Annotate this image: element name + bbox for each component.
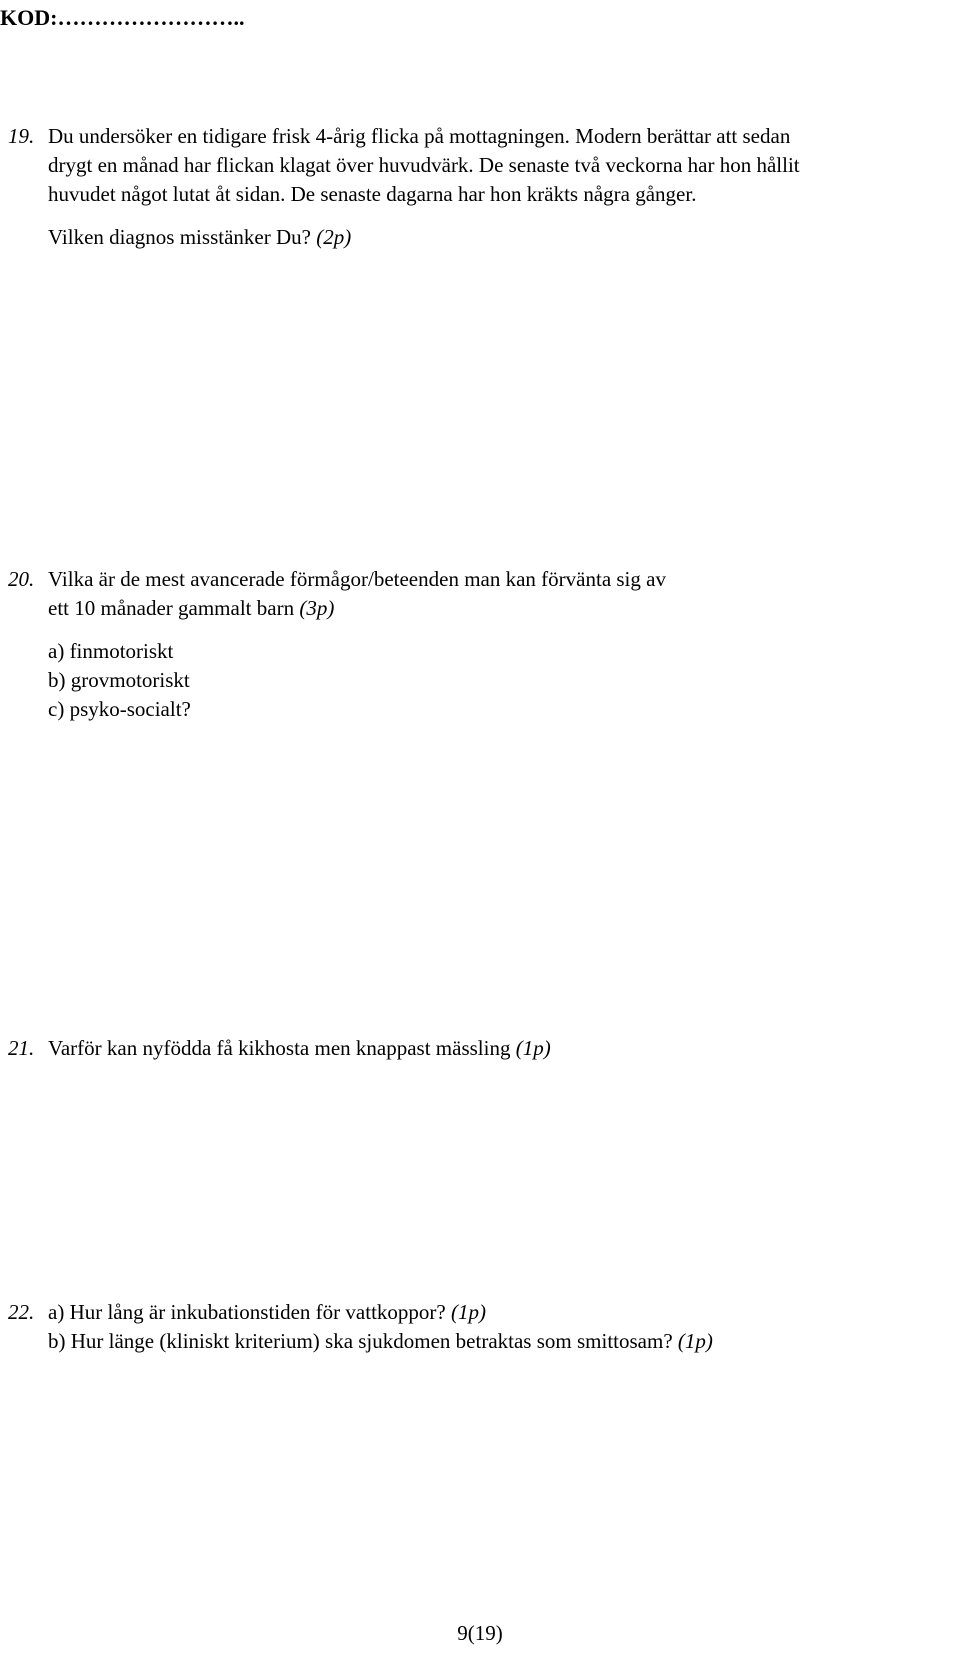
question-number: 21. — [8, 1036, 35, 1060]
points-label: (1p) — [677, 1329, 713, 1353]
points-label: (3p) — [299, 596, 335, 620]
sub-question-text: a) Hur lång är inkubationstiden för vattkoppor? — [48, 1300, 446, 1324]
question-text: Varför kan nyfödda få kikhosta men knappast mässling — [48, 1036, 511, 1060]
question-20 — [0, 565, 666, 724]
prompt-text: Vilken diagnos misstänker Du? — [48, 225, 311, 249]
list-item: c) psyko-socialt? — [48, 697, 191, 721]
question-text-line — [0, 594, 666, 623]
question-text-line: drygt en månad har flickan klagat över huvudvärk. De senaste två veckorna har hon hållit — [48, 153, 800, 177]
points-label: (1p) — [515, 1036, 551, 1060]
list-item: b) grovmotoriskt — [48, 668, 190, 692]
points-label: (1p) — [450, 1300, 486, 1324]
page-number: 9(19) — [457, 1621, 503, 1645]
points-label: (2p) — [316, 225, 352, 249]
question-text: ett 10 månader gammalt barn — [48, 596, 295, 620]
question-text-line: Du undersöker en tidigare frisk 4-årig flicka på mottagningen. Modern berättar att sedan — [48, 124, 791, 148]
list-item: a) finmotoriskt — [48, 639, 174, 663]
question-number: 19. — [8, 124, 35, 148]
sub-question-text: b) Hur länge (kliniskt kriterium) ska sjukdomen betraktas som smittosam? — [48, 1329, 673, 1353]
question-text-line: Vilka är de mest avancerade förmågor/beteenden man kan förvänta sig av — [48, 567, 666, 591]
question-number: 20. — [8, 567, 35, 591]
sub-question-line — [0, 1327, 713, 1356]
question-text-line: huvudet något lutat åt sidan. De senaste dagarna har hon kräkts några gånger. — [48, 182, 697, 206]
question-22 — [0, 1298, 713, 1356]
code-label-text: KOD:…………………….. — [0, 5, 245, 30]
exam-code-label — [0, 4, 244, 32]
question-prompt — [0, 223, 800, 252]
sub-question-list — [0, 637, 666, 724]
question-21 — [0, 1034, 551, 1063]
question-number: 22. — [8, 1300, 35, 1324]
question-19 — [0, 122, 800, 252]
